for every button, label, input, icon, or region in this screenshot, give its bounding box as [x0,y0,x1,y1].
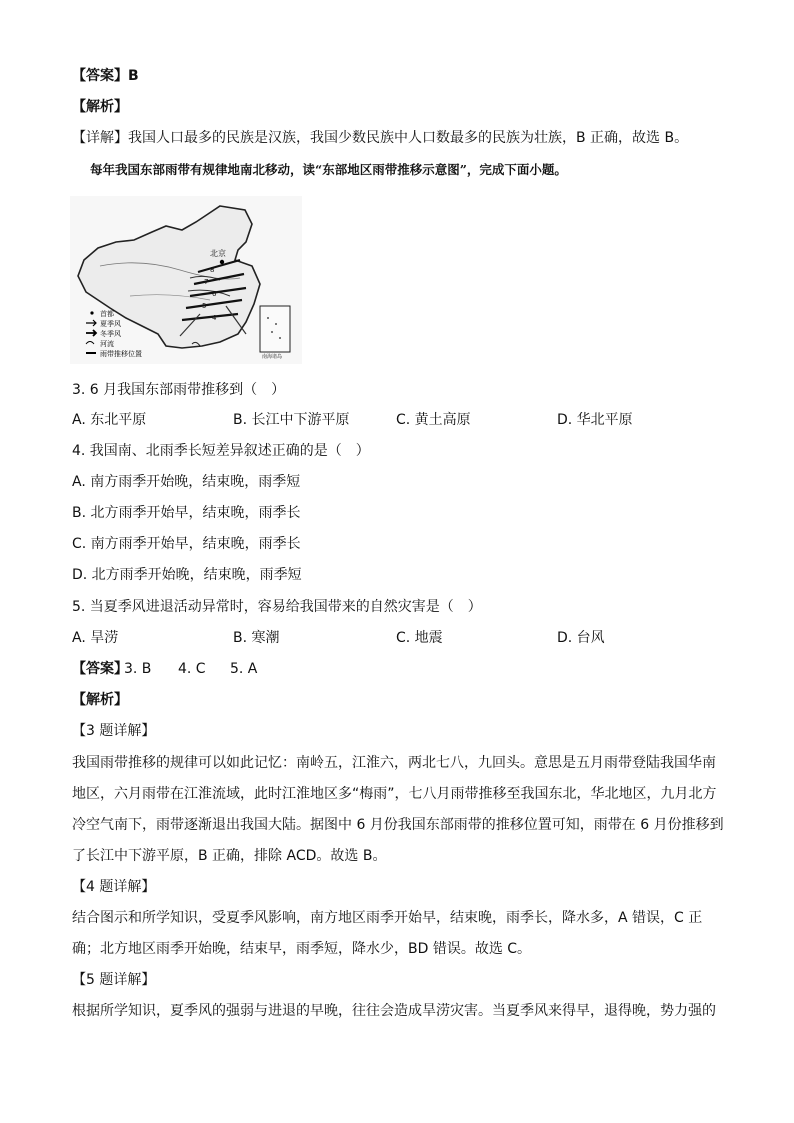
q5-option-a: A. 旱涝 [72,630,119,646]
q5-detail-heading: 【5 题详解】 [72,972,156,988]
month-label: 4 [212,314,217,322]
analysis-label: 【解析】 [72,99,128,115]
q3-option-c: C. 黄土高原 [396,412,471,428]
legend-river: 河流 [100,340,114,348]
answer-4: 4. C [178,661,206,677]
legend-rainbelt: 雨带推移位置 [100,350,142,358]
q3-detail-heading: 【3 题详解】 [72,723,156,739]
q3-option-d: D. 华北平原 [557,412,633,428]
q3-detail-line: 冷空气南下，雨带逐渐退出我国大陆。据图中 6 月份我国东部雨带的推移位置可知，雨带在 6 月份推移到 [72,817,724,833]
q4-option-c: C. 南方雨季开始早，结束晚，雨季长 [72,536,301,552]
question-3: 3. 6 月我国东部雨带推移到（ ） [72,382,286,398]
q5-detail-line: 根据所学知识，夏季风的强弱与进退的早晚，往往会造成旱涝灾害。当夏季风来得早，退得晚，势力强的 [72,1003,716,1019]
question-5: 5. 当夏季风进退活动异常时，容易给我国带来的自然灾害是（ ） [72,599,482,615]
rain-belt-map [70,196,302,364]
q4-option-b: B. 北方雨季开始早，结束晚，雨季长 [72,505,301,521]
south-china-sea-inset [260,306,290,352]
q4-detail-line: 确；北方地区雨季开始晚，结束早，雨季短，降水少，BD 错误。故选 C。 [72,941,532,957]
month-label: 6 [212,290,217,298]
answer-3: 3. B [124,661,152,677]
q3-option-b: B. 长江中下游平原 [233,412,350,428]
q4-option-a: A. 南方雨季开始晚，结束晚，雨季短 [72,474,301,490]
q3-option-a: A. 东北平原 [72,412,147,428]
month-label: 7 [204,278,209,286]
capital-marker [220,260,224,264]
legend-capital: 首都 [100,310,114,318]
q3-detail-line: 我国雨带推移的规律可以如此记忆：南岭五，江淮六，两北七八，九回头。意思是五月雨带登陆我国华南 [72,755,716,771]
city-label: 北京 [210,249,226,258]
question-stem: 每年我国东部雨带有规律地南北移动，读“东部地区雨带推移示意图”，完成下面小题。 [90,162,567,177]
legend-summer-monsoon: 夏季风 [100,320,121,328]
q3-detail-line: 地区，六月雨带在江淮流域，此时江淮地区多“梅雨”，七八月雨带推移至我国东北，华北地区，九月北方 [72,786,717,802]
answer-q12: 【答案】B [72,68,139,84]
q3-detail-line: 了长江中下游平原，B 正确，排除 ACD。故选 B。 [72,848,387,864]
inset-caption: 南海诸岛 [262,354,283,360]
legend-winter-monsoon: 冬季风 [100,330,121,338]
month-label: 5 [202,302,207,310]
q5-option-d: D. 台风 [557,630,605,646]
q5-option-b: B. 寒潮 [233,630,280,646]
question-4: 4. 我国南、北雨季长短差异叙述正确的是（ ） [72,443,370,459]
answer-5: 5. A [230,661,258,677]
q4-detail-heading: 【4 题详解】 [72,879,156,895]
q4-detail-line: 结合图示和所学知识，受夏季风影响，南方地区雨季开始早，结束晚，雨季长，降水多，A 错误，C 正 [72,910,703,926]
detail-q12: 【详解】我国人口最多的民族是汉族，我国少数民族中人口数最多的民族为壮族，B 正确，故选 B。 [72,130,689,146]
answers-label: 【答案】 [72,661,128,677]
analysis-label-2: 【解析】 [72,692,128,708]
q5-option-c: C. 地震 [396,630,443,646]
month-label: 8 [210,266,215,274]
q4-option-d: D. 北方雨季开始晚，结束晚，雨季短 [72,567,302,583]
